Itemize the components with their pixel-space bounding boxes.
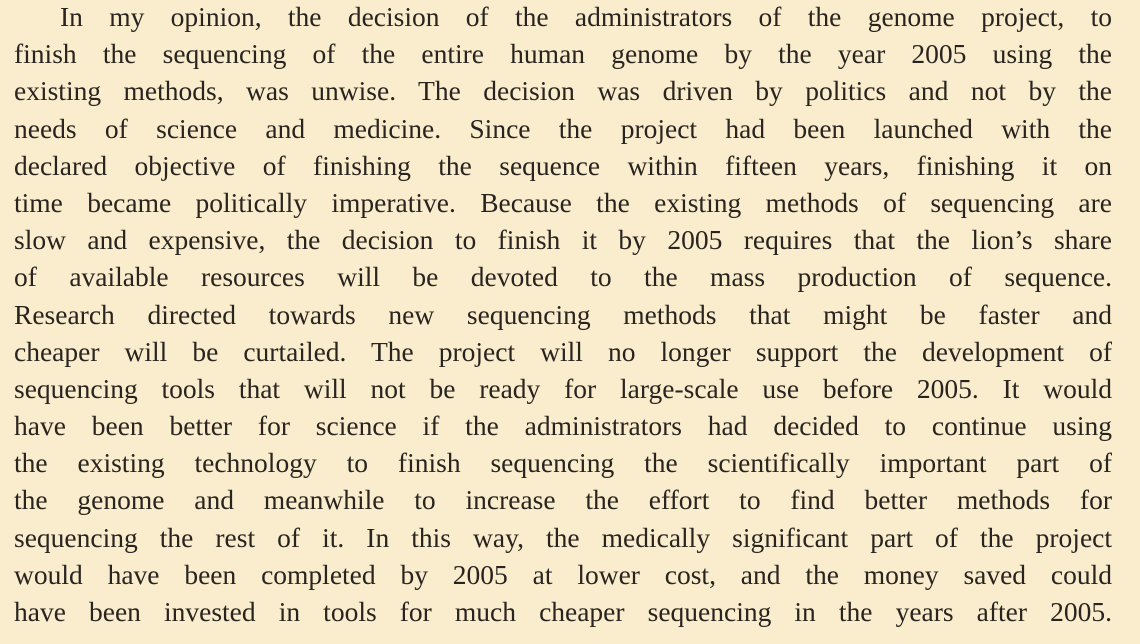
text-line: existing methods, was unwise. The decision was driven by politics and not by the <box>14 75 1112 107</box>
text-line: sequencing tools that will not be ready for large-scale use before 2005. It would <box>14 372 1112 404</box>
text-line: have been invested in tools for much cheaper sequencing in the years after 2005. <box>14 596 1112 627</box>
text-line: would have been completed by 2005 at lower cost, and the money saved could <box>14 558 1112 590</box>
text-line: have been better for science if the administrators had decided to continue using <box>14 410 1112 442</box>
text-line: slow and expensive, the decision to finish it by 2005 requires that the lion’s share <box>14 224 1112 256</box>
text-line: of available resources will be devoted to the mass production of sequence. <box>14 261 1112 293</box>
text-line: the existing technology to finish sequencing the scientifically important part of <box>14 447 1112 479</box>
text-line: In my opinion, the decision of the administrators of the genome project, to <box>60 1 1112 32</box>
body-paragraph <box>14 0 1112 630</box>
text-line: Research directed towards new sequencing methods that might be faster and <box>14 298 1112 330</box>
text-line: declared objective of finishing the sequence within fifteen years, finishing it on <box>14 149 1112 181</box>
text-line: needs of science and medicine. Since the project had been launched with the <box>14 112 1112 144</box>
text-line: time became politically imperative. Because the existing methods of sequencing are <box>14 186 1112 218</box>
text-line: finish the sequencing of the entire human genome by the year 2005 using the <box>14 38 1112 70</box>
text-line: sequencing the rest of it. In this way, the medically significant part of the project <box>14 521 1112 553</box>
text-line: the genome and meanwhile to increase the effort to find better methods for <box>14 484 1112 516</box>
text-line: cheaper will be curtailed. The project will no longer support the development of <box>14 335 1112 367</box>
